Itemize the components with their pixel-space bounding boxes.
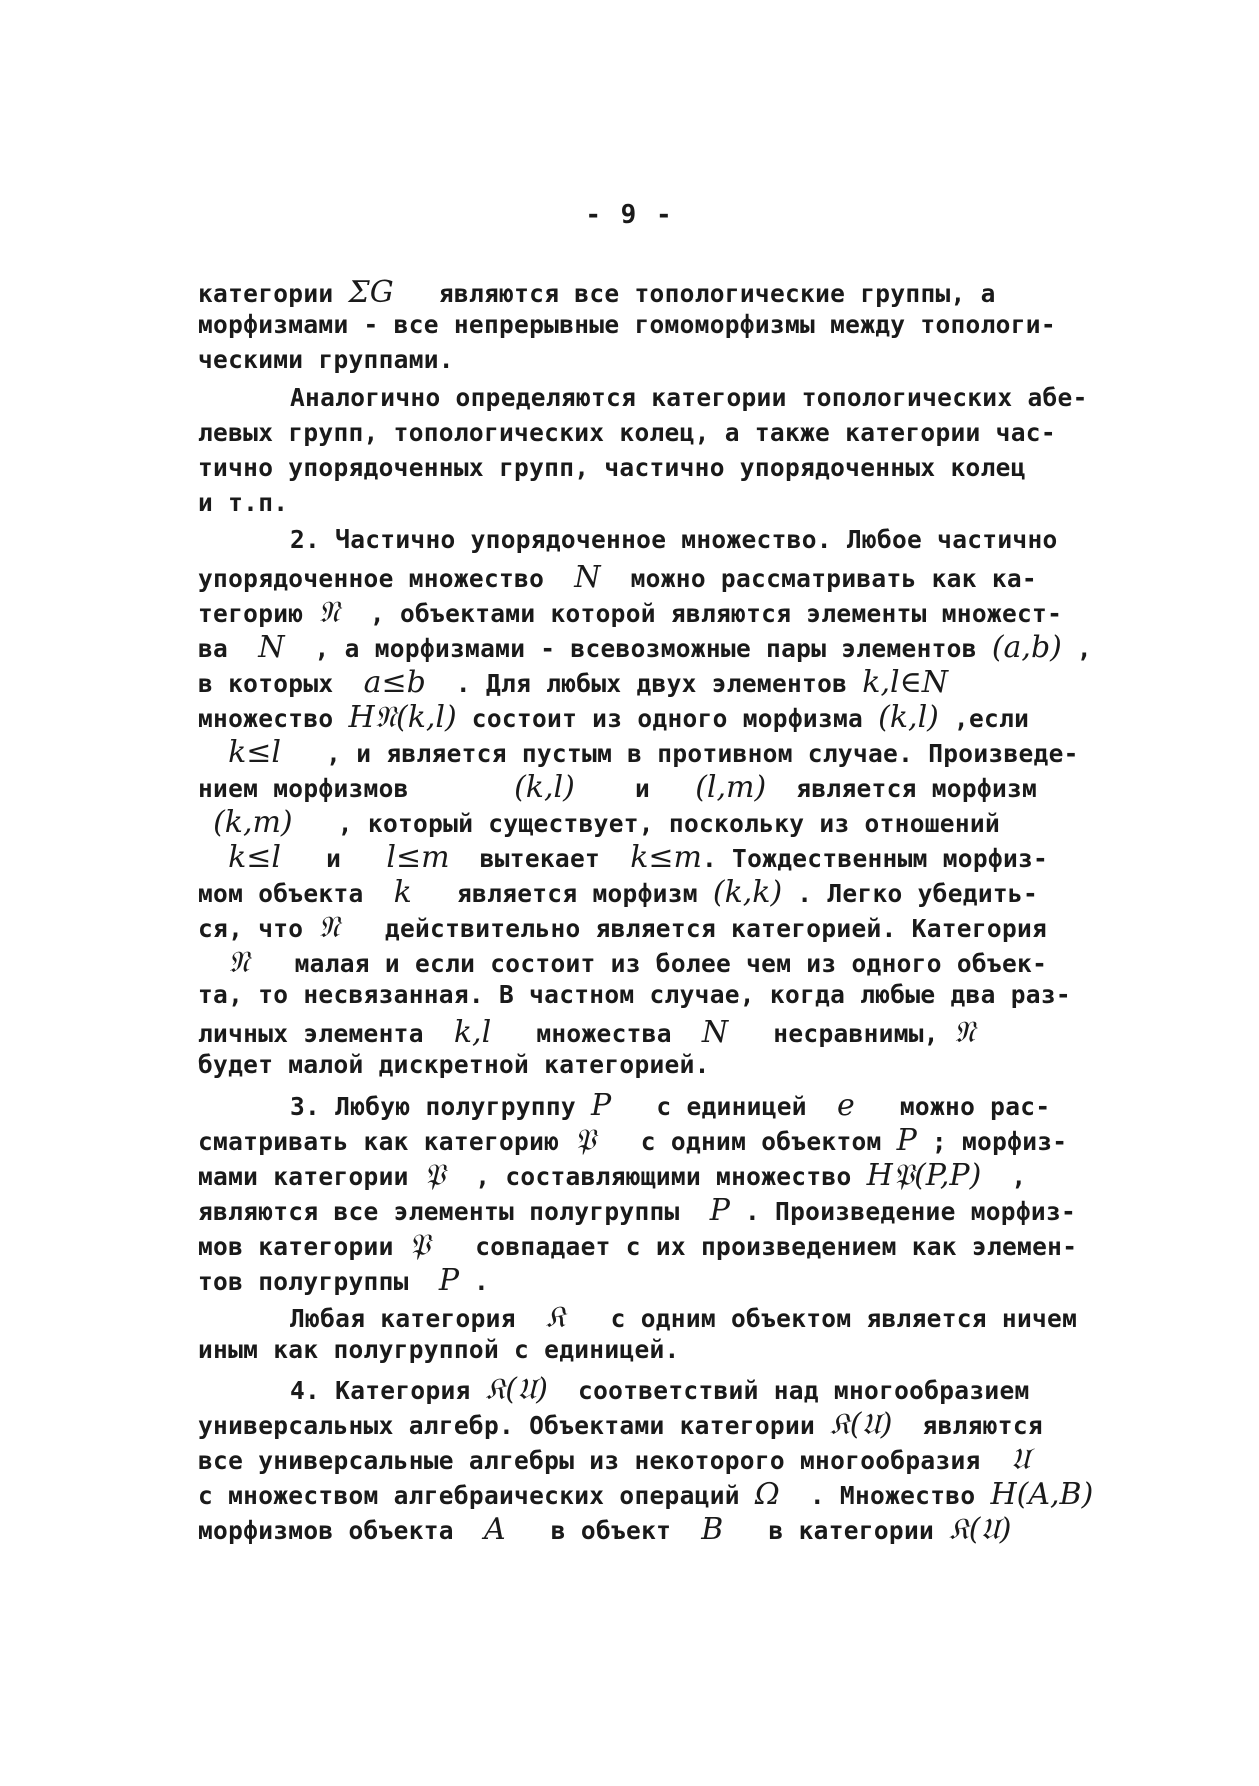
handwritten-math: 𝔑 — [318, 595, 340, 630]
typed-text: . Тождественным морфиз- — [701, 844, 1049, 873]
typed-text: . Множество — [779, 1481, 991, 1510]
text-line — [198, 275, 996, 310]
typed-text: мов категории — [198, 1232, 409, 1261]
typed-text: несравнимы, — [728, 1019, 954, 1048]
handwritten-math: e — [836, 1088, 855, 1123]
typed-text — [198, 809, 213, 838]
typed-text: и — [281, 844, 387, 873]
handwritten-math: P — [896, 1123, 917, 1158]
handwritten-math: B — [701, 1512, 724, 1547]
text-line — [198, 630, 1092, 665]
typed-text: совпадает с их произведением как элемен- — [430, 1232, 1078, 1261]
typed-text: в которых — [198, 669, 364, 698]
text-line — [198, 595, 1062, 630]
text-line — [290, 525, 1058, 554]
handwritten-math: k,l∈N — [862, 665, 949, 700]
typed-text: упорядоченное множество — [198, 564, 575, 593]
text-line — [198, 700, 1029, 735]
text-line — [198, 1477, 1093, 1512]
typed-text: тов полугруппы — [198, 1267, 439, 1296]
typed-text: множество — [198, 704, 349, 733]
typed-text: ва — [198, 634, 259, 663]
text-line — [198, 770, 1037, 805]
handwritten-math: (l,m) — [695, 770, 767, 805]
typed-text — [198, 949, 228, 978]
typed-text: морфизмов объекта — [198, 1516, 484, 1545]
typed-text: будет малой дискретной категорией. — [198, 1050, 710, 1079]
handwritten-math: (k,l) — [514, 770, 575, 805]
typed-text: , составляющими множество — [445, 1162, 867, 1191]
typed-text: . Легко убедить- — [782, 879, 1039, 908]
typed-text: универсальных алгебр. Объектами категории — [198, 1411, 831, 1440]
page-number: - 9 - — [585, 200, 674, 230]
typed-text: мом объекта — [198, 879, 394, 908]
text-line — [198, 1335, 680, 1364]
text-line — [290, 383, 1088, 412]
typed-text: Любая категория — [290, 1304, 546, 1333]
handwritten-math: 𝔘 — [1010, 1442, 1031, 1477]
typed-text: в категории — [723, 1516, 950, 1545]
text-line — [198, 945, 1047, 980]
typed-text: соответствий над многообразием — [547, 1376, 1030, 1405]
text-line — [198, 875, 1038, 910]
typed-text: является морфизм — [411, 879, 713, 908]
text-line — [198, 1193, 1076, 1228]
typed-text: та, то несвязанная. В частном случае, когда любые два раз- — [198, 980, 1071, 1009]
text-line — [290, 1300, 1077, 1335]
handwritten-math: k≤l — [228, 735, 282, 770]
typed-text: . Для любых двух элементов — [425, 669, 863, 698]
text-line — [198, 345, 454, 374]
handwritten-math: a≤b — [363, 665, 426, 700]
typed-text: вытекает — [449, 844, 631, 873]
handwritten-math: k≤m — [630, 840, 702, 875]
text-line — [198, 1512, 1011, 1547]
typed-text — [198, 844, 228, 873]
typed-text: , объектами которой являются элементы множест- — [339, 599, 1063, 628]
typed-text: 3. Любую полугруппу — [290, 1092, 592, 1121]
handwritten-math: P — [438, 1263, 459, 1298]
typed-text: личных элемента — [198, 1019, 454, 1048]
typed-text — [198, 739, 228, 768]
text-line — [198, 418, 1056, 447]
text-line — [290, 1088, 1050, 1123]
typed-text: с одним объектом — [595, 1127, 897, 1156]
handwritten-math: (k,l) — [878, 700, 939, 735]
typed-text: морфизмами - все непрерывные гомоморфизмы между топологи- — [198, 310, 1056, 339]
text-line — [198, 1158, 1026, 1193]
handwritten-math: 𝔎(𝔘) — [830, 1407, 893, 1442]
handwritten-math: k — [393, 875, 412, 910]
handwritten-math: l≤m — [386, 840, 450, 875]
typed-text: и т.п. — [198, 488, 289, 517]
handwritten-math: A — [483, 1512, 506, 1547]
handwritten-math: P — [591, 1088, 612, 1123]
typed-text: . — [459, 1267, 490, 1296]
typed-text: тегорию — [198, 599, 319, 628]
handwritten-math: 𝔑 — [953, 1015, 976, 1050]
typed-text: с множеством алгебраических операций — [198, 1481, 755, 1510]
text-line — [198, 840, 1048, 875]
typed-text: ческими группами. — [198, 345, 454, 374]
text-line — [290, 1372, 1030, 1407]
text-line — [198, 735, 1079, 770]
typed-text: являются все топологические группы, а — [393, 279, 996, 308]
handwritten-math: 𝔎 — [545, 1300, 566, 1335]
handwritten-math: 𝔎(𝔘) — [485, 1372, 548, 1407]
handwritten-math: k≤l — [228, 840, 282, 875]
typed-text: являются — [892, 1411, 1043, 1440]
typed-text: и — [574, 774, 696, 803]
typed-text: 4. Категория — [290, 1376, 486, 1405]
typed-text: действительно является категорией. Категория — [339, 914, 1048, 943]
text-line — [198, 980, 1071, 1009]
typed-text: . Произведение морфиз- — [729, 1197, 1077, 1226]
handwritten-math: H𝔓(P,P) — [866, 1158, 982, 1193]
text-line — [198, 1050, 710, 1079]
typed-text: ся, что — [198, 914, 319, 943]
text-line — [198, 1442, 1030, 1477]
handwritten-math: N — [701, 1015, 729, 1050]
typed-text: малая и если состоит из более чем из одного объек- — [249, 949, 1048, 978]
handwritten-math: 𝔓 — [423, 1158, 446, 1193]
handwritten-math: H(A,B) — [990, 1477, 1094, 1512]
handwritten-math: 𝔓 — [574, 1123, 596, 1158]
typed-text: 2. Частично упорядоченное множество. Любое частично — [290, 525, 1058, 554]
typed-text: , и является пустым в противном случае. Произведе- — [281, 739, 1079, 768]
typed-text: являются все элементы полугруппы — [198, 1197, 710, 1226]
typed-text: можно рас- — [854, 1092, 1051, 1121]
typed-text: иным как полугруппой с единицей. — [198, 1335, 680, 1364]
handwritten-math: 𝔑 — [228, 945, 250, 980]
handwritten-math: (k,m) — [213, 805, 293, 840]
text-line — [198, 910, 1047, 945]
typed-text: ,если — [938, 704, 1030, 733]
typed-text: является морфизм — [766, 774, 1038, 803]
typed-text: категории — [198, 279, 349, 308]
handwritten-math: ΣG — [348, 275, 394, 310]
handwritten-math: 𝔓 — [408, 1228, 431, 1263]
text-line — [198, 1123, 1067, 1158]
handwritten-math: (a,b) — [991, 630, 1062, 665]
text-line — [198, 1263, 489, 1298]
text-line — [198, 665, 948, 700]
text-line — [198, 1407, 1043, 1442]
typed-text: можно рассматривать как ка- — [600, 564, 1037, 593]
typed-text: все универсальные алгебры из некоторого многообразия — [198, 1446, 1011, 1475]
typed-text: левых групп, топологических колец, а также категории час- — [198, 418, 1056, 447]
text-line — [198, 805, 1000, 840]
text-line — [198, 1015, 975, 1050]
typed-text: тично упорядоченных групп, частично упорядоченных колец — [198, 453, 1026, 482]
typed-text: сматривать как категорию — [198, 1127, 575, 1156]
typed-text: в объект — [505, 1516, 702, 1545]
text-line — [198, 560, 1037, 595]
handwritten-math: k,l — [453, 1015, 492, 1050]
typed-text: , который существует, поскольку из отношений — [292, 809, 1001, 838]
handwritten-math: N — [574, 560, 601, 595]
typed-text: , а морфизмами - всевозможные пары элементов — [284, 634, 992, 663]
handwritten-math: 𝔑 — [318, 910, 340, 945]
handwritten-math: N — [258, 630, 285, 665]
typed-text: нием морфизмов — [198, 774, 515, 803]
text-line — [198, 1228, 1077, 1263]
handwritten-math: P — [709, 1193, 730, 1228]
handwritten-math: Ω — [754, 1477, 780, 1512]
handwritten-math: (k,k) — [712, 875, 783, 910]
typed-text: , — [981, 1162, 1027, 1191]
text-line — [198, 488, 288, 517]
typed-text: множества — [491, 1019, 702, 1048]
typed-text: Аналогично определяются категории топологических абе- — [290, 383, 1088, 412]
typed-text: с одним объектом является ничем — [565, 1304, 1078, 1333]
typed-text: состоит из одного морфизма — [456, 704, 879, 733]
typed-text: , — [1061, 634, 1092, 663]
handwritten-math: 𝔎(𝔘) — [949, 1512, 1012, 1547]
typed-text: мами категории — [198, 1162, 424, 1191]
text-line — [198, 310, 1056, 339]
typed-text: ; морфиз- — [916, 1127, 1068, 1156]
typed-text: с единицей — [611, 1092, 837, 1121]
text-line — [198, 453, 1026, 482]
handwritten-math: H𝔑(k,l) — [348, 700, 457, 735]
